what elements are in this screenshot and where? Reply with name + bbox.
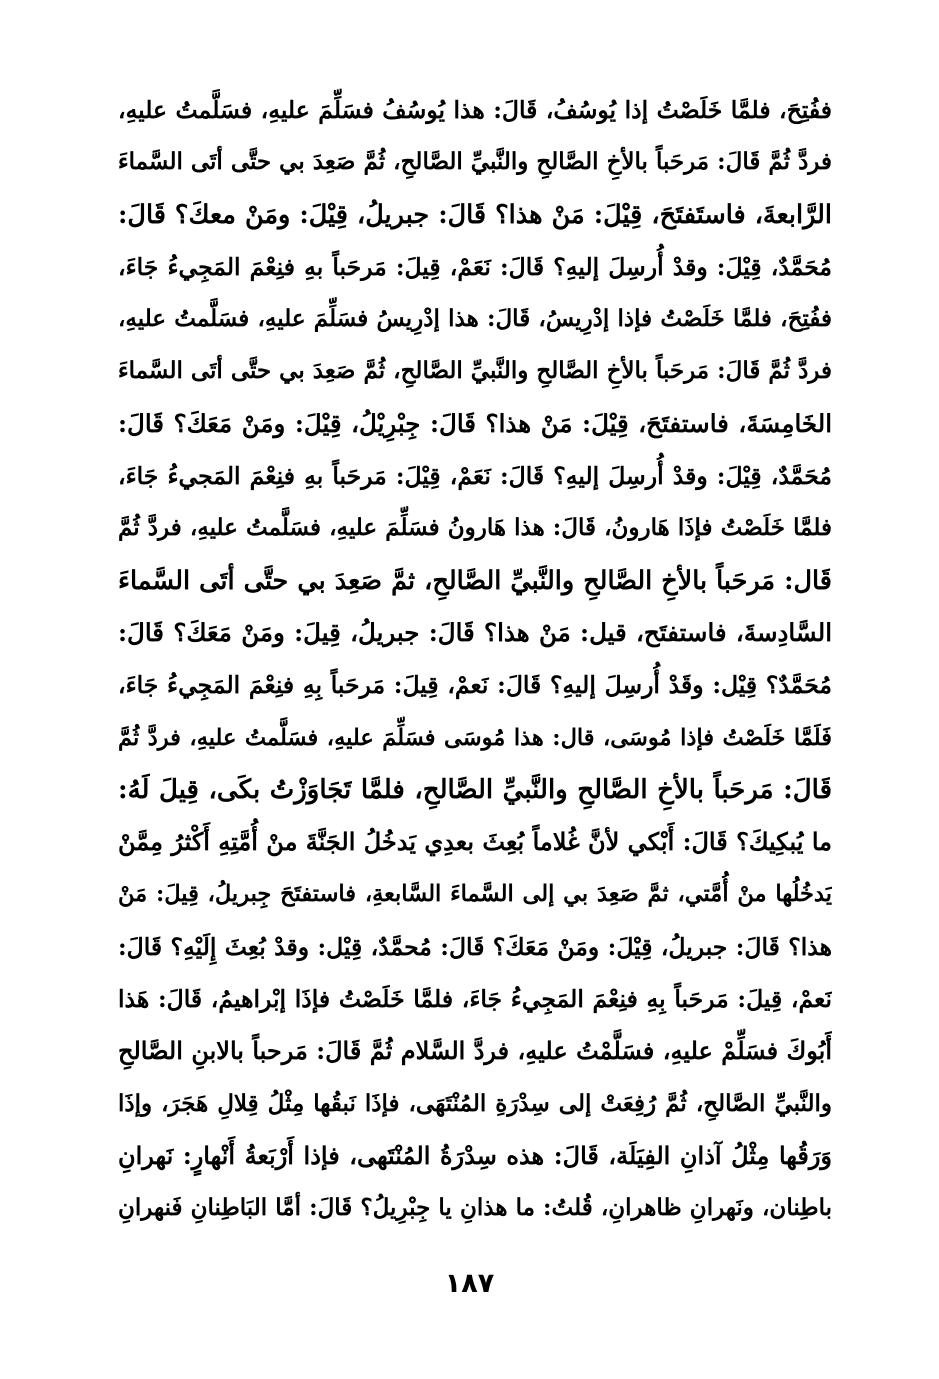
text-line: نَعمْ، قِيلَ: مَرحَباً بِهِ فنِعْمَ المَجِيءُ جَاءَ، فلمَّا خَلَصْتُ فإذَا إبْراهيمُ، قَالَ: هَذا — [118, 985, 832, 1014]
page-number: ١٨٧ — [444, 1268, 495, 1299]
text-line: مُحَمَّدٌ، قِيْلَ: وقدْ أُرسِلَ إليهِ؟ قَالَ: نَعَمْ، قِيلَ: مَرحَباً بهِ فنِعْمَ المَجِيءُ جَاءَ، — [118, 252, 832, 281]
text-line: يَدخُلُها منْ أُمَّتي، ثمَّ صَعِدَ بي إلى السَّماءَ السَّابعةِ، فاستفتَحَ جِبريلُ، قِيلَ: مَنْ — [118, 881, 832, 908]
text-line: السَّادِسةَ، فاستفتَح، قيل: مَنْ هذا؟ قَالَ: جبريلُ، قِيلَ: ومَنْ مَعَكَ؟ قَالَ: — [118, 617, 832, 647]
body-text — [118, 84, 832, 1235]
text-line: قَال: مَرحَباً بالأخِ الصَّالحِ والنَّبيِّ الصَّالحِ، ثمَّ صَعِدَ بي حتَّى أتَى السَّماءَ — [118, 565, 832, 596]
text-line: فردَّ ثُمَّ قَالَ: مَرحَباً بالأخِ الصَّالحِ والنَّبيِّ الصَّالحِ، ثُمَّ صَعِدَ بي حتَّى أتَى السَّماءَ — [118, 148, 832, 176]
text-line: وَرَقُها مِثْلُ آذانِ الفِيَلَة، قَالَ: هذه سِدْرَةُ المُنْتَهى، فإذا أَرْبَعةُ أَنْهارٍ: نَهرانِ — [118, 1140, 832, 1170]
text-line: فردَّ ثُمَّ قَالَ: مَرحَباً بالأخِ الصَّالحِ والنَّبيِّ الصَّالحِ، ثُمَّ صَعِدَ بي حتَّى أتَى السَّماءَ — [118, 357, 832, 385]
text-line: ففُتِحَ، فلمَّا خَلَصْتُ فإذا إدْرِيسُ، قَالَ: هذا إدْرِيسُ فسَلِّمَ عليهِ، فسَلَّمتُ عليهِ، — [118, 305, 832, 333]
text-line: مُحَمَّدٌ، قِيْلَ: وقدْ أُرسِلَ إليهِ؟ قَالَ: نَعَمْ، قِيْلَ: مَرحَباً بهِ فنِعْمَ المَجيءُ جَاءَ، — [118, 462, 832, 491]
text-line: قَالَ: مَرحَباً بالأخِ الصَّالحِ والنَّبيِّ الصَّالحِ، فلمَّا تَجَاوَزْتُ بكَى، قِيلَ لَهُ: — [118, 774, 832, 805]
text-line: مُحَمَّدٌ؟ قِيْل: وقَدْ أُرسِلَ إليهِ؟ قَالَ: نَعمْ، قِيلَ: مَرحَباً بِهِ فنِعْمَ المَجِيءُ جَاءَ، — [118, 671, 832, 700]
text-line: فَلَمَّا خَلَصْتُ فإذا مُوسَى، قال: هذا مُوسَى فسَلِّمَ عليهِ، فسَلَّمتُ عليهِ، فردَّ ثُمَّ — [118, 724, 832, 751]
text-line: باطِنان، ونَهرانِ ظاهرانِ، قُلتُ: ما هذانِ يا جِبْرِيلُ؟ قَالَ: أمَّا البَاطِنانِ فَنهرانِ — [118, 1194, 832, 1222]
text-line: ففُتِحَ، فلمَّا خَلَصْتُ إذا يُوسُفُ، قَالَ: هذا يُوسُفُ فسَلِّمَ عليهِ، فسَلَّمتُ عليهِ، — [118, 96, 832, 124]
text-line: هذا؟ قَالَ: جبريلُ، قِيْلَ: ومَنْ مَعَكَ؟ قَالَ: مُحمَّدٌ، قِيْل: وقدْ بُعِثَ إِلَيْهِ؟ قَالَ: — [118, 932, 832, 961]
text-line: الرَّابعةَ، فاستَفتَحَ، قِيْلَ: مَنْ هذا؟ قَالَ: جبريلُ، قِيْلَ: ومَنْ معكَ؟ قَالَ: — [118, 199, 832, 230]
text-line: أَبُوكَ فسَلِّمْ عليهِ، فسَلَّمْتُ عليهِ، فردَّ السَّلام ثُمَّ قَالَ: مَرحباً بالابنِ الصَّالحِ — [118, 1036, 832, 1066]
text-line: فلمَّا خَلَصْتُ فإذَا هَارونُ، قَالَ: هذا هَارونُ فسَلِّمَ عليهِ، فسَلَّمتُ عليهِ، فردَّ ثُمَّ — [118, 514, 832, 542]
text-line: والنَّبيِّ الصَّالحِ، ثُمَّ رُفِعَتْ إلى سِدْرَةِ المُنْتَهَى، فإذَا نَبقُها مِثْلُ قِلالِ هَجَرَ، وإذَا — [118, 1089, 832, 1117]
text-line: ما يُبكِيكَ؟ قَالَ: أَبْكي لأنَّ غُلاماً بُعِثَ بعدِي يَدخُلُ الجَنَّةَ منْ أُمَّتِهِ أَكْثرُ مِمَّنْ — [118, 827, 832, 857]
text-line: الخَامِسَةَ، فاستفتَحَ، قِيْلَ: مَنْ هذا؟ قَالَ: جِبْرِيْلُ، قِيْلَ: ومَنْ مَعَكَ؟ قَالَ: — [118, 408, 832, 438]
